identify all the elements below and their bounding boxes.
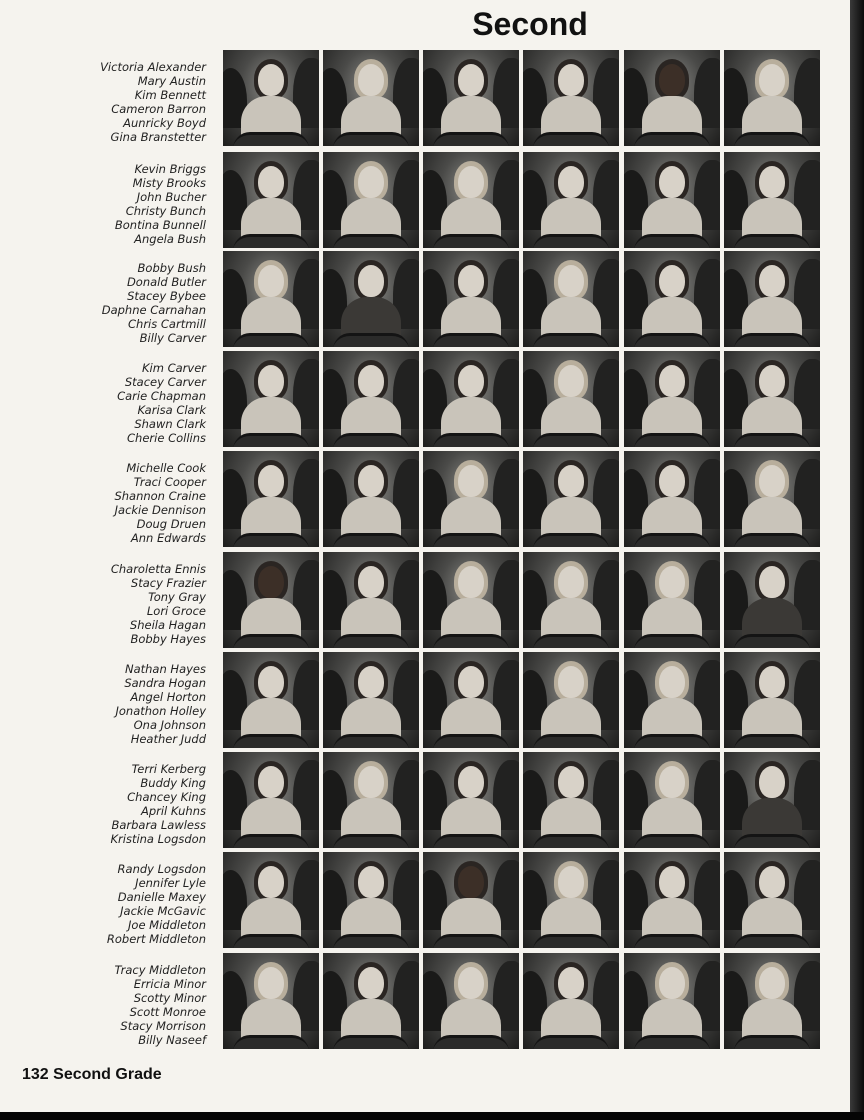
name-list-1 (80, 60, 206, 144)
face (458, 465, 484, 497)
face (659, 666, 685, 698)
student-name: Jackie Dennison (114, 503, 206, 517)
student-name: Karisa Clark (137, 403, 206, 417)
chair-back (433, 834, 509, 848)
student-name: Bontina Bunnell (114, 218, 206, 232)
chair-back (634, 533, 710, 547)
face (358, 166, 384, 198)
face (258, 64, 284, 96)
student-portrait-photo (523, 652, 619, 748)
chair-back (533, 1035, 609, 1049)
student-name: Daphne Carnahan (101, 303, 206, 317)
name-list-9 (80, 862, 206, 946)
student-portrait-photo (223, 552, 319, 648)
chair-back (333, 132, 409, 146)
face (458, 866, 484, 898)
student-name: Lori Groce (146, 604, 206, 618)
student-portrait-photo (624, 152, 720, 248)
face (759, 866, 785, 898)
student-portrait-photo (223, 451, 319, 547)
face (258, 766, 284, 798)
student-portrait-photo (323, 652, 419, 748)
student-name: Jennifer Lyle (135, 876, 206, 890)
face (759, 365, 785, 397)
student-portrait-photo (423, 953, 519, 1049)
student-portrait-photo (523, 50, 619, 146)
chair-back (333, 1035, 409, 1049)
photo-row-4 (223, 351, 827, 447)
page-bottom-edge (0, 1112, 864, 1120)
student-portrait-photo (724, 152, 820, 248)
face (258, 465, 284, 497)
chair-back (734, 132, 810, 146)
student-portrait-photo (523, 152, 619, 248)
face (258, 365, 284, 397)
chair-back (433, 234, 509, 248)
student-portrait-photo (423, 552, 519, 648)
student-portrait-photo (423, 50, 519, 146)
student-portrait-photo (724, 451, 820, 547)
student-portrait-photo (523, 852, 619, 948)
student-portrait-photo (223, 852, 319, 948)
face (458, 967, 484, 999)
chair-back (333, 634, 409, 648)
student-name: Erricia Minor (133, 977, 206, 991)
face (358, 967, 384, 999)
face (558, 866, 584, 898)
student-portrait-photo (624, 50, 720, 146)
chair-back (333, 934, 409, 948)
photo-row-6 (223, 552, 827, 648)
student-name: Gina Branstetter (110, 130, 206, 144)
name-list-8 (80, 762, 206, 846)
student-name: Jackie McGavic (120, 904, 206, 918)
name-list-10 (80, 963, 206, 1047)
chair-back (233, 634, 309, 648)
chair-back (634, 734, 710, 748)
face (358, 265, 384, 297)
student-portrait-photo (423, 152, 519, 248)
face (558, 265, 584, 297)
chair-back (533, 333, 609, 347)
face (558, 766, 584, 798)
face (659, 265, 685, 297)
student-name: Ona Johnson (133, 718, 206, 732)
chair-back (734, 533, 810, 547)
student-name: Victoria Alexander (100, 60, 206, 74)
chair-back (233, 834, 309, 848)
student-portrait-photo (724, 50, 820, 146)
face (258, 967, 284, 999)
photo-row-9 (223, 852, 827, 948)
face (458, 166, 484, 198)
student-name: Kevin Briggs (134, 162, 206, 176)
chair-back (533, 934, 609, 948)
page-number: 132 (22, 1066, 49, 1083)
chair-back (433, 934, 509, 948)
chair-back (433, 333, 509, 347)
face (458, 265, 484, 297)
face (558, 465, 584, 497)
student-name: Christy Bunch (125, 204, 206, 218)
student-name: Cherie Collins (127, 431, 206, 445)
student-name: Ann Edwards (130, 531, 206, 545)
student-portrait-photo (223, 50, 319, 146)
student-name: Kim Carver (141, 361, 206, 375)
chair-back (533, 533, 609, 547)
student-name: Sandra Hogan (124, 676, 206, 690)
student-portrait-photo (323, 752, 419, 848)
student-portrait-photo (624, 351, 720, 447)
student-portrait-photo (724, 652, 820, 748)
student-name: Chris Cartmill (128, 317, 206, 331)
student-name: Terri Kerberg (131, 762, 206, 776)
chair-back (233, 132, 309, 146)
chair-back (333, 333, 409, 347)
student-name: Nathan Hayes (124, 662, 206, 676)
chair-back (233, 533, 309, 547)
student-name: Buddy King (140, 776, 206, 790)
student-name: Aunricky Boyd (123, 116, 206, 130)
student-portrait-photo (423, 451, 519, 547)
student-name: Heather Judd (130, 732, 206, 746)
chair-back (333, 734, 409, 748)
face (358, 666, 384, 698)
face (358, 465, 384, 497)
name-list-7 (80, 662, 206, 746)
student-portrait-photo (523, 251, 619, 347)
face (458, 566, 484, 598)
student-portrait-photo (323, 50, 419, 146)
student-name: Mary Austin (137, 74, 206, 88)
student-name: Tracy Middleton (114, 963, 206, 977)
chair-back (433, 634, 509, 648)
student-name: Kim Bennett (134, 88, 206, 102)
chair-back (734, 433, 810, 447)
photo-row-5 (223, 451, 827, 547)
student-name: Billy Naseef (138, 1033, 206, 1047)
student-name: Shannon Craine (114, 489, 206, 503)
chair-back (634, 433, 710, 447)
face (358, 766, 384, 798)
student-portrait-photo (523, 552, 619, 648)
face (258, 265, 284, 297)
student-portrait-photo (323, 953, 419, 1049)
student-name: Doug Druen (136, 517, 206, 531)
face (659, 866, 685, 898)
chair-back (734, 234, 810, 248)
photo-row-10 (223, 953, 827, 1049)
student-name: Randy Logsdon (117, 862, 206, 876)
student-name: Tony Gray (148, 590, 206, 604)
face (558, 166, 584, 198)
student-name: Donald Butler (126, 275, 206, 289)
student-name: April Kuhns (140, 804, 206, 818)
student-portrait-photo (624, 953, 720, 1049)
chair-back (333, 234, 409, 248)
chair-back (734, 1035, 810, 1049)
face (558, 64, 584, 96)
student-name: Misty Brooks (132, 176, 206, 190)
student-portrait-photo (624, 451, 720, 547)
student-name: Jonathon Holley (115, 704, 206, 718)
student-portrait-photo (523, 351, 619, 447)
chair-back (533, 734, 609, 748)
chair-back (233, 734, 309, 748)
chair-back (433, 433, 509, 447)
name-list-3 (80, 261, 206, 345)
student-portrait-photo (323, 552, 419, 648)
chair-back (734, 934, 810, 948)
student-portrait-photo (323, 152, 419, 248)
chair-back (533, 433, 609, 447)
student-portrait-photo (223, 152, 319, 248)
face (659, 166, 685, 198)
photo-row-8 (223, 752, 827, 848)
name-list-6 (80, 562, 206, 646)
chair-back (533, 234, 609, 248)
face (659, 64, 685, 96)
student-name: Stacy Morrison (120, 1019, 206, 1033)
face (759, 566, 785, 598)
student-name: Barbara Lawless (111, 818, 206, 832)
chair-back (734, 333, 810, 347)
student-portrait-photo (323, 451, 419, 547)
chair-back (433, 734, 509, 748)
student-name: Billy Carver (139, 331, 206, 345)
student-name: Shawn Clark (134, 417, 206, 431)
student-name: Bobby Hayes (130, 632, 206, 646)
face (258, 566, 284, 598)
student-name: Michelle Cook (126, 461, 206, 475)
face (258, 866, 284, 898)
student-name: Danielle Maxey (117, 890, 206, 904)
student-name: John Bucher (136, 190, 206, 204)
student-portrait-photo (323, 351, 419, 447)
student-name: Joe Middleton (128, 918, 206, 932)
student-name: Bobby Bush (137, 261, 206, 275)
name-list-2 (80, 162, 206, 246)
page-folio (22, 1064, 162, 1086)
student-portrait-photo (223, 953, 319, 1049)
chair-back (233, 934, 309, 948)
student-name: Stacey Bybee (127, 289, 206, 303)
student-name: Charoletta Ennis (110, 562, 206, 576)
face (258, 666, 284, 698)
chair-back (433, 1035, 509, 1049)
chair-back (233, 1035, 309, 1049)
photo-row-7 (223, 652, 827, 748)
chair-back (333, 533, 409, 547)
student-portrait-photo (624, 251, 720, 347)
student-portrait-photo (523, 752, 619, 848)
face (458, 365, 484, 397)
chair-back (433, 132, 509, 146)
chair-back (634, 234, 710, 248)
student-name: Stacey Carver (124, 375, 206, 389)
face (258, 166, 284, 198)
chair-back (233, 433, 309, 447)
student-name: Scotty Minor (133, 991, 206, 1005)
student-portrait-photo (724, 852, 820, 948)
student-name: Robert Middleton (106, 932, 206, 946)
chair-back (433, 533, 509, 547)
face (759, 166, 785, 198)
student-portrait-photo (624, 852, 720, 948)
student-name: Scott Monroe (129, 1005, 206, 1019)
section-label: Second Grade (53, 1066, 162, 1083)
chair-back (533, 834, 609, 848)
student-name: Angela Bush (134, 232, 206, 246)
chair-back (333, 834, 409, 848)
chair-back (233, 234, 309, 248)
face (659, 766, 685, 798)
student-portrait-photo (223, 251, 319, 347)
face (358, 365, 384, 397)
student-name: Angel Horton (130, 690, 206, 704)
chair-back (634, 132, 710, 146)
student-portrait-photo (323, 251, 419, 347)
photo-row-3 (223, 251, 827, 347)
face (358, 566, 384, 598)
face (659, 566, 685, 598)
face (458, 666, 484, 698)
face (558, 666, 584, 698)
student-portrait-photo (724, 953, 820, 1049)
face (458, 766, 484, 798)
student-name: Cameron Barron (111, 102, 206, 116)
student-portrait-photo (724, 552, 820, 648)
face (558, 967, 584, 999)
student-portrait-photo (423, 652, 519, 748)
face (759, 465, 785, 497)
student-portrait-photo (223, 652, 319, 748)
face (759, 265, 785, 297)
student-portrait-photo (423, 351, 519, 447)
face (659, 365, 685, 397)
student-portrait-photo (423, 752, 519, 848)
chair-back (233, 333, 309, 347)
student-portrait-photo (323, 852, 419, 948)
student-portrait-photo (624, 552, 720, 648)
chair-back (734, 734, 810, 748)
face (659, 967, 685, 999)
student-portrait-photo (724, 752, 820, 848)
chair-back (634, 634, 710, 648)
photo-row-1 (223, 50, 827, 146)
chair-back (634, 934, 710, 948)
face (759, 666, 785, 698)
page-title: Second (472, 6, 588, 42)
student-name: Chancey King (127, 790, 206, 804)
student-portrait-photo (223, 351, 319, 447)
face (358, 866, 384, 898)
chair-back (734, 634, 810, 648)
chair-back (533, 132, 609, 146)
face (759, 967, 785, 999)
student-portrait-photo (724, 351, 820, 447)
student-portrait-photo (523, 451, 619, 547)
face (458, 64, 484, 96)
student-portrait-photo (624, 752, 720, 848)
student-portrait-photo (423, 852, 519, 948)
face (558, 365, 584, 397)
face (759, 766, 785, 798)
chair-back (634, 1035, 710, 1049)
face (759, 64, 785, 96)
chair-back (634, 333, 710, 347)
student-portrait-photo (523, 953, 619, 1049)
name-list-4 (80, 361, 206, 445)
student-name: Stacy Frazier (130, 576, 206, 590)
photo-row-2 (223, 152, 827, 248)
face (659, 465, 685, 497)
chair-back (634, 834, 710, 848)
student-portrait-photo (624, 652, 720, 748)
student-name: Sheila Hagan (129, 618, 206, 632)
face (558, 566, 584, 598)
student-name: Carie Chapman (117, 389, 206, 403)
chair-back (533, 634, 609, 648)
page-edge-shadow (850, 0, 864, 1120)
face (358, 64, 384, 96)
student-name: Traci Cooper (133, 475, 206, 489)
chair-back (333, 433, 409, 447)
student-portrait-photo (724, 251, 820, 347)
name-list-5 (80, 461, 206, 545)
chair-back (734, 834, 810, 848)
student-name: Kristina Logsdon (110, 832, 206, 846)
student-portrait-photo (423, 251, 519, 347)
student-portrait-photo (223, 752, 319, 848)
